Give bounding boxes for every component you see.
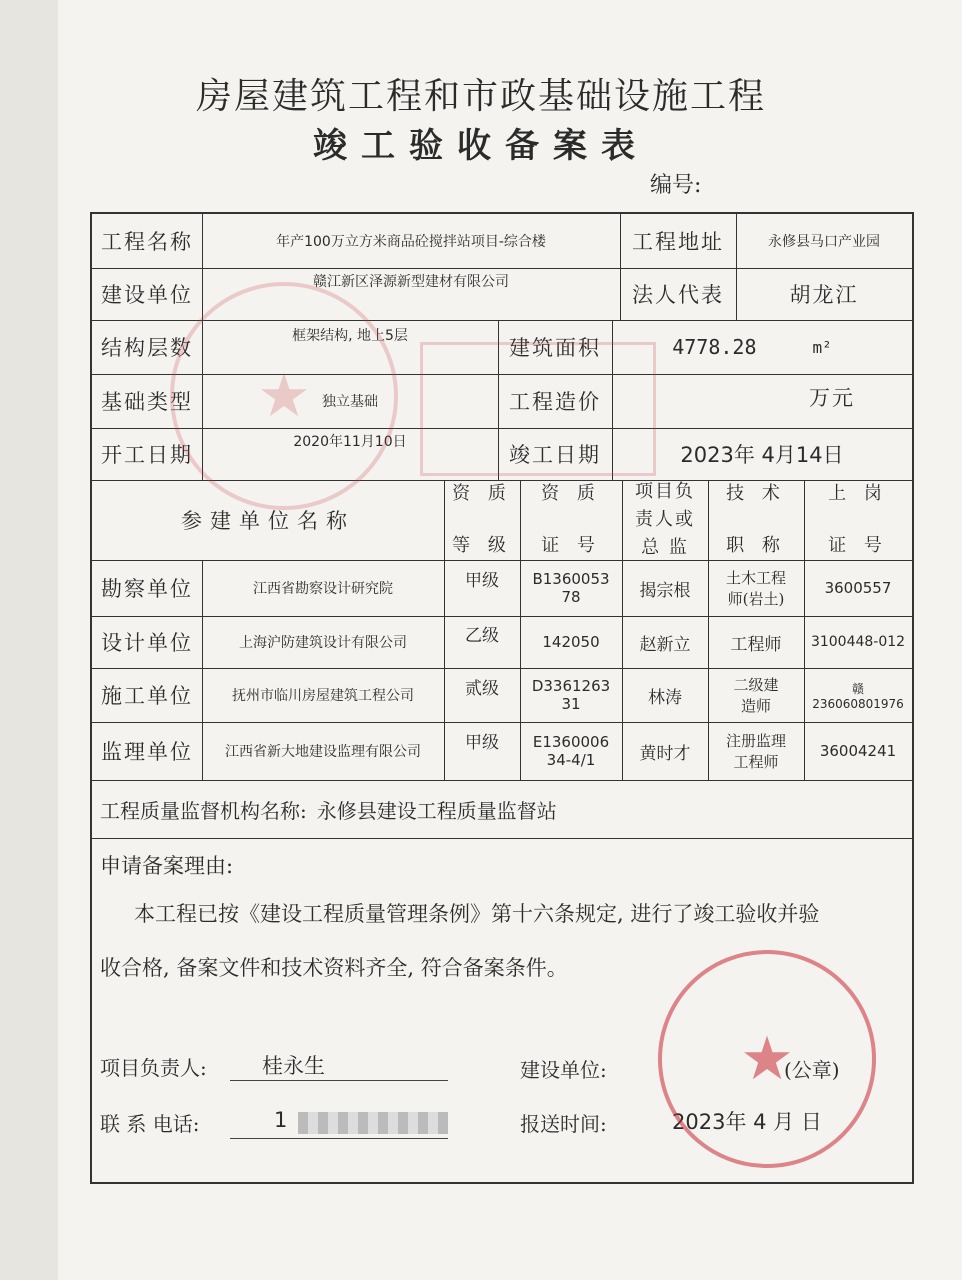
- participant-lead: 揭宗根: [639, 580, 691, 601]
- participant-post: [804, 668, 912, 722]
- document-title: 房屋建筑工程和市政基础设施工程: [195, 76, 766, 117]
- title-header-line1: 技 术: [726, 483, 786, 504]
- participant-lead: 林涛: [648, 687, 682, 708]
- participant-title: [708, 560, 804, 616]
- participant-role: 监理单位: [101, 740, 193, 764]
- area-value-cell: [612, 320, 912, 374]
- lead-header-line2: 责人或: [635, 509, 695, 530]
- foundation-value: 独立基础: [322, 394, 378, 410]
- area-unit: m²: [812, 337, 832, 357]
- legal-rep-value: 胡龙江: [789, 283, 859, 307]
- participant-post: 3600557: [824, 579, 892, 597]
- area-label: 建筑面积: [509, 336, 601, 360]
- participant-cert-line2: 34-4/1: [546, 751, 596, 769]
- post-header-line2: 证 号: [828, 535, 888, 556]
- structure-label: 结构层数: [101, 336, 193, 360]
- lead-header-line1: 项目负: [635, 481, 695, 502]
- quality-agency-label: 工程质量监督机构名称:: [100, 798, 307, 823]
- participant-role: 施工单位: [101, 684, 193, 708]
- builder-value: 赣江新区泽源新型建材有限公司: [313, 274, 509, 290]
- participant-cert-line1: E1360006: [532, 733, 610, 751]
- area-value: 4778.28: [672, 335, 757, 359]
- faded-seal-left: ★: [170, 282, 398, 510]
- participant-title: [708, 722, 804, 780]
- participant-post: 36004241: [819, 742, 897, 760]
- document-subtitle: 竣工验收备案表: [313, 126, 649, 166]
- participant-title: 工程师: [730, 634, 782, 655]
- participant-title-line2: 师(岩土): [727, 590, 785, 608]
- cert-header: [520, 480, 622, 560]
- finish-date-value: 2023年 4月14日: [680, 443, 844, 467]
- participant-title-line2: 工程师: [733, 753, 779, 771]
- grade-header-line2: 等 级: [452, 535, 512, 556]
- quality-agency-row: [100, 780, 557, 838]
- project-address-label: 工程地址: [632, 230, 724, 254]
- cost-label: 工程造价: [509, 390, 601, 414]
- legal-rep-label: 法人代表: [632, 283, 724, 307]
- start-date-label: 开工日期: [101, 443, 193, 467]
- builder-label: 建设单位: [101, 283, 193, 307]
- post-header: [804, 480, 912, 560]
- submit-date: 2023年 4 月 日: [672, 1110, 822, 1134]
- grade-header-line1: 资 质: [452, 483, 512, 504]
- participant-post-line1: 赣: [851, 681, 864, 696]
- title-header-line2: 职 称: [726, 535, 786, 556]
- participant-post: 3100448-012: [810, 634, 906, 650]
- participant-grade: 贰级: [465, 678, 499, 699]
- page-fold-shadow: [0, 0, 59, 1280]
- phone-label: 联 系 电话:: [100, 1112, 200, 1136]
- project-address-value: 永修县马口产业园: [768, 234, 880, 250]
- participant-cert-line1: D3361263: [531, 677, 611, 695]
- phone-redaction: [298, 1112, 448, 1134]
- participant-grade: 甲级: [465, 570, 499, 591]
- foundation-label: 基础类型: [101, 390, 193, 414]
- participant-unit: 抚州市临川房屋建筑工程公司: [232, 688, 414, 704]
- participant-title-line1: 土木工程: [725, 569, 786, 587]
- serial-number-label: 编号:: [650, 173, 702, 198]
- quality-agency-value: 永修县建设工程质量监督站: [316, 798, 557, 823]
- submit-label: 报送时间:: [520, 1112, 607, 1136]
- lead-header-line3: 总 监: [641, 537, 689, 558]
- participant-unit: 江西省新大地建设监理有限公司: [225, 744, 421, 760]
- participant-cert: 142050: [542, 633, 600, 651]
- start-date-value: 2020年11月10日: [293, 434, 407, 450]
- participant-role: 设计单位: [101, 631, 193, 655]
- post-header-line1: 上 岗: [828, 483, 888, 504]
- participant-title-line1: 注册监理: [725, 732, 786, 750]
- cost-unit: 万元: [809, 386, 855, 410]
- structure-value: 框架结构, 地上5层: [292, 328, 408, 344]
- project-name-value: 年产100万立方米商品砼搅拌站项目-综合楼: [276, 234, 546, 250]
- participant-cert: [520, 722, 622, 780]
- participant-lead: 黄时才: [639, 743, 691, 764]
- participant-cert: [520, 560, 622, 616]
- participant-title: [708, 668, 804, 722]
- grade-header: [444, 480, 520, 560]
- company-seal: ★: [658, 950, 876, 1168]
- builder-sign-label: 建设单位:: [520, 1058, 607, 1082]
- pm-name: 桂永生: [262, 1054, 325, 1078]
- pm-label: 项目负责人:: [100, 1056, 207, 1080]
- participant-lead: 赵新立: [639, 634, 691, 655]
- participant-cert-line2: 78: [561, 588, 581, 606]
- participant-unit: 江西省勘察设计研究院: [253, 581, 393, 597]
- participant-unit-header: 参建单位名称: [181, 509, 355, 533]
- participant-post-line2: 236060801976: [812, 696, 904, 711]
- participant-title-line2: 造师: [740, 697, 771, 715]
- project-name-label: 工程名称: [101, 230, 193, 254]
- participant-role: 勘察单位: [101, 577, 193, 601]
- participant-title-line1: 二级建: [733, 676, 779, 694]
- lead-header: [622, 480, 708, 560]
- reason-line-2: 收合格, 备案文件和技术资料齐全, 符合备案条件。: [100, 956, 568, 980]
- finish-date-label: 竣工日期: [509, 443, 601, 467]
- cert-header-line1: 资 质: [541, 483, 601, 504]
- participant-cert-line2: 31: [561, 695, 581, 713]
- participant-grade: 乙级: [465, 625, 499, 646]
- phone-visible: 1: [274, 1108, 288, 1132]
- participant-cert: [520, 668, 622, 722]
- title-header: [708, 480, 804, 560]
- faded-rectangular-seal: [420, 342, 656, 476]
- participant-unit: 上海沪防建筑设计有限公司: [239, 635, 407, 651]
- seal-note: (公章): [784, 1058, 840, 1082]
- reason-line-1: 本工程已按《建设工程质量管理条例》第十六条规定, 进行了竣工验收并验: [134, 902, 820, 926]
- participant-grade: 甲级: [465, 732, 499, 753]
- participant-cert-line1: B1360053: [532, 570, 610, 588]
- reason-label: 申请备案理由:: [100, 854, 234, 878]
- cert-header-line2: 证 号: [541, 535, 601, 556]
